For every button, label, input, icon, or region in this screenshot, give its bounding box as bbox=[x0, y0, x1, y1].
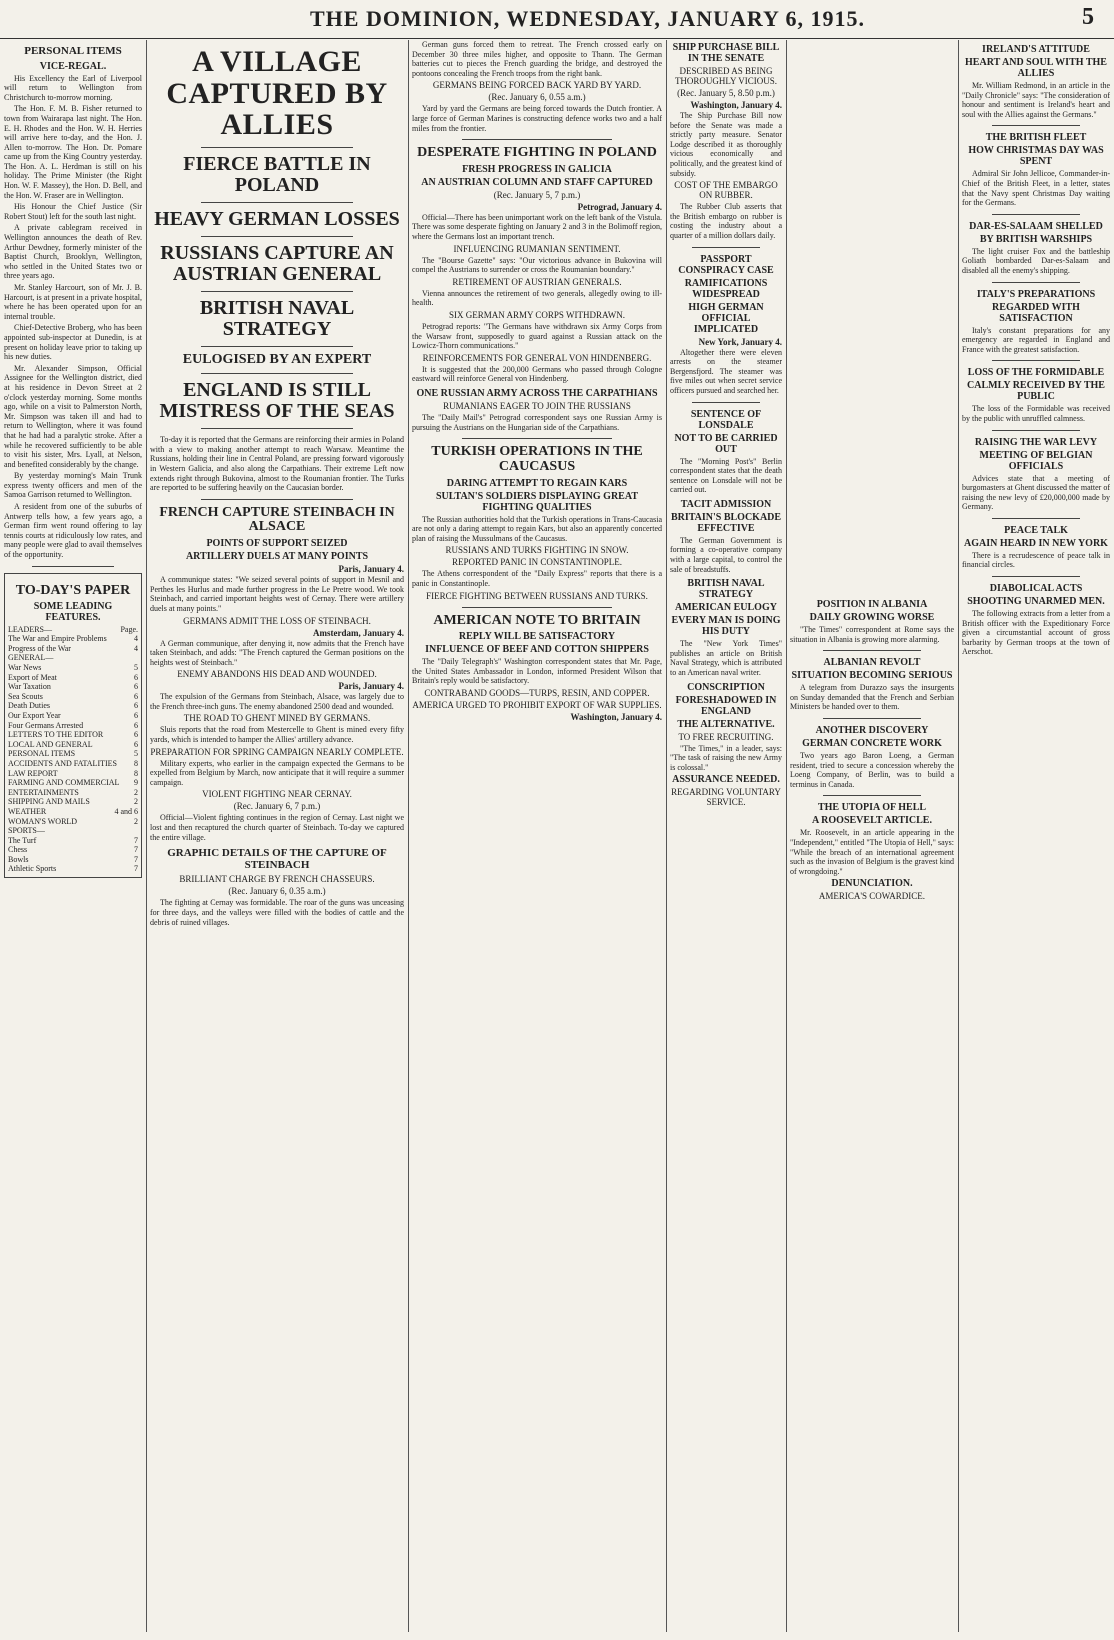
toc-row-page: 2 bbox=[134, 816, 138, 826]
toc-row-label: Our Export Year bbox=[8, 710, 61, 720]
article-paragraph: The fighting at Cernay was formidable. The roar of the guns was unceasing for three days, and the valleys were filled with the bodies of cattle and the debris of ruined villages. bbox=[150, 898, 404, 927]
subheadline: ARTILLERY DUELS AT MANY POINTS bbox=[185, 551, 369, 563]
headline: BRITISH NAVAL STRATEGY bbox=[199, 296, 355, 340]
divider bbox=[201, 291, 353, 292]
section-label: RUSSIANS AND TURKS FIGHTING IN SNOW. bbox=[445, 545, 629, 556]
toc-row-page: 7 bbox=[134, 845, 138, 855]
toc-row bbox=[8, 625, 138, 635]
section-label: REGARDING VOLUNTARY SERVICE. bbox=[671, 787, 781, 808]
toc-row-label: SPORTS— bbox=[8, 826, 45, 836]
toc-row-label: WEATHER bbox=[8, 806, 47, 816]
subheadline: DARING ATTEMPT TO REGAIN KARS bbox=[446, 477, 628, 489]
toc-row-label: Four Germans Arrested bbox=[8, 720, 84, 730]
article-paragraph: A German communique, after denying it, now admits that the French have taken Steinbach, and adds: "The French captured the German positions on the heights west of Steinbach." bbox=[150, 638, 404, 667]
toc-row-label: ACCIDENTS AND FATALITIES bbox=[8, 758, 117, 768]
dateline-place: New York, January 4. bbox=[698, 336, 782, 347]
article-paragraph: Mr. Roosevelt, in an article appearing in the "Independent," entitled "The Utopia of Hell," says: "While the breach of an international agreement such as the invasion of Belgium is the gravest kind of wrongdoing." bbox=[790, 828, 954, 876]
article-paragraph: The Rubber Club asserts that the British embargo on rubber is costing the industry about a quarter of a million dollars daily. bbox=[670, 202, 782, 240]
headline: TURKISH OPERATIONS IN THE CAUCASUS bbox=[431, 444, 643, 474]
headline: DAR-ES-SALAAM SHELLED bbox=[969, 220, 1103, 232]
headline: THE UTOPIA OF HELL bbox=[817, 802, 927, 814]
toc-row-label: War Taxation bbox=[8, 682, 51, 692]
dateline: (Rec. January 5, 7 p.m.) bbox=[493, 189, 581, 200]
headline: TACIT ADMISSION bbox=[680, 498, 772, 510]
headline: DIABOLICAL ACTS bbox=[989, 583, 1083, 595]
article-paragraph: A resident from one of the suburbs of Antwerp tells how, a few years ago, a German firm went round offering to lay tennis courts at ridiculously low rates, and many people were glad to avail themselves of the opportunity. bbox=[4, 502, 142, 560]
article-paragraph: Mr. Alexander Simpson, Official Assignee for the Wellington district, died at his residence in Devon Street at 2 o'clock yesterday morning. Some months ago, while on a visit to Palmerston North, Mr. Simpson was taken ill and had to return to Wellington, where it was found that he had had a paralytic stroke. After a while he recovered sufficiently to be able to visit his sister, Mrs. Lyall, at Nelson, and benefited considerably by the change. bbox=[4, 363, 142, 469]
subheadline: SULTAN'S SOLDIERS DISPLAYING GREAT FIGHTING QUALITIES bbox=[435, 490, 638, 513]
headline: ALBANIAN REVOLT bbox=[823, 657, 921, 669]
toc-row-label: ENTERTAINMENTS bbox=[8, 787, 79, 797]
toc-row-page: 7 bbox=[134, 854, 138, 864]
article-paragraph: It is suggested that the 200,000 Germans who passed through Cologne eastward will reinforce General von Hindenberg. bbox=[412, 364, 662, 384]
column-rule bbox=[666, 40, 667, 1632]
divider bbox=[823, 795, 921, 796]
article-paragraph: The "Daily Telegraph's" Washington correspondent states that Mr. Page, the United States Ambassador in London, informed President Wilson that Britain's reply would be satisfactory. bbox=[412, 657, 662, 686]
article-paragraph: The following extracts from a letter from a British officer with the Expeditionary Force given a circumstantial account of gross barbarity by German troops at the town of Aerschot. bbox=[962, 609, 1110, 657]
headline: SENTENCE OF LONSDALE bbox=[690, 408, 762, 431]
toc-row bbox=[8, 807, 138, 817]
column-empire-news bbox=[962, 40, 1110, 1632]
article-paragraph: Yard by yard the Germans are being forced towards the Dutch frontier. A large force of German Marines is constructing defence works two and a half miles from the frontier. bbox=[412, 104, 662, 133]
article-paragraph: "The Times" correspondent at Rome says the situation in Albania is growing more alarming. bbox=[790, 625, 954, 644]
article-paragraph: A private cablegram received in Wellington announces the death of Rev. Arthur Dewdney, formerly minister of the Baptist Church, Brooklyn, Wellington, who settled in the United States two or three years ago. bbox=[4, 223, 142, 281]
main-headline: A VILLAGE CAPTURED BY ALLIES bbox=[166, 45, 388, 141]
toc-row-label: Progress of the War bbox=[8, 643, 71, 653]
toc-row-page: 4 bbox=[134, 634, 138, 644]
article-paragraph: The "New York Times" publishes an article on British Naval Strategy, which is attributed to an American naval writer. bbox=[670, 639, 782, 678]
article-paragraph: German guns forced them to retreat. The French crossed early on December 30 three miles higher, and opposite to Thann. The German batteries cut to pieces the French guarding the bridge, and destroyed the pontoons concealing the French troops from the right bank. bbox=[412, 40, 662, 78]
toc-row-page: 5 bbox=[134, 749, 138, 759]
toc-row bbox=[8, 701, 138, 711]
headline: PASSPORT CONSPIRACY CASE bbox=[678, 253, 774, 276]
section-label: BRILLIANT CHARGE BY FRENCH CHASSEURS. bbox=[179, 874, 375, 885]
toc-row bbox=[8, 711, 138, 721]
headline: RAISING THE WAR LEVY bbox=[974, 436, 1098, 448]
article-paragraph: Official—Violent fighting continues in the region of Cernay. Last night we lost and then recaptured the church quarter of Steinbach. To-day we captured the entire village. bbox=[150, 813, 404, 842]
toc-row-page: 6 bbox=[134, 739, 138, 749]
headline: HEAVY GERMAN LOSSES bbox=[154, 207, 400, 230]
headline: IRELAND'S ATTITUDE bbox=[982, 44, 1090, 55]
section-label: GERMANS ADMIT THE LOSS OF STEINBACH. bbox=[183, 615, 371, 626]
headline: LOSS OF THE FORMIDABLE bbox=[967, 367, 1105, 379]
dateline: (Rec. January 5, 8.50 p.m.) bbox=[677, 88, 775, 98]
toc-row bbox=[8, 817, 138, 827]
toc-row bbox=[8, 730, 138, 740]
headline: GRAPHIC DETAILS OF THE CAPTURE OF STEINBACH bbox=[167, 847, 387, 871]
section-label: DENUNCIATION. bbox=[831, 878, 913, 890]
divider bbox=[992, 576, 1081, 577]
article-paragraph: His Excellency the Earl of Liverpool will return to Wellington from Christchurch to-morrow morning. bbox=[4, 73, 142, 102]
article-paragraph: Vienna announces the retirement of two generals, allegedly owing to ill-health. bbox=[412, 288, 662, 308]
article-paragraph: The "Daily Mail's" Petrograd correspondent says one Russian Army is pursuing the Austrians on the Hungarian side of the Carpathians. bbox=[412, 412, 662, 432]
article-paragraph: Mr. William Redmond, in an article in the "Daily Chronicle" says: "The consideration of honour and sentiment is Ireland's heart and soul with the Allies against the Germans." bbox=[962, 81, 1110, 119]
column-rule bbox=[408, 40, 409, 1632]
toc-title: TO-DAY'S PAPER bbox=[15, 582, 131, 598]
headline: FIERCE BATTLE IN POLAND bbox=[183, 152, 371, 196]
section-label: RETIREMENT OF AUSTRIAN GENERALS. bbox=[452, 276, 622, 287]
toc-row-label: Athletic Sports bbox=[8, 864, 57, 874]
article-paragraph: The Athens correspondent of the "Daily Express" reports that there is a panic in Constantinople. bbox=[412, 569, 662, 588]
divider bbox=[201, 373, 353, 374]
section-label: SIX GERMAN ARMY CORPS WITHDRAWN. bbox=[448, 310, 626, 320]
section-label: GERMANS BEING FORCED BACK YARD BY YARD. bbox=[432, 80, 642, 91]
column-rule bbox=[958, 40, 959, 1632]
headline: FRENCH CAPTURE STEINBACH IN ALSACE bbox=[159, 504, 395, 535]
toc-row bbox=[8, 692, 138, 702]
article-paragraph: Mr. Stanley Harcourt, son of Mr. J. B. Harcourt, is at present in a private hospital, where he has been operated upon for an internal trouble. bbox=[4, 283, 142, 321]
article-paragraph: Admiral Sir John Jellicoe, Commander-in-Chief of the British Fleet, in a letter, states that the Navy spent Christmas Day waiting for the Germans. bbox=[962, 169, 1110, 208]
toc-row-page: 2 bbox=[134, 797, 138, 807]
dateline-place: Paris, January 4. bbox=[338, 681, 404, 692]
toc-row-page: 6 bbox=[134, 720, 138, 730]
toc-row-page: 5 bbox=[134, 663, 138, 673]
divider bbox=[692, 402, 759, 403]
toc-row bbox=[8, 634, 138, 644]
section-label: ASSURANCE NEEDED. bbox=[672, 774, 780, 786]
article-paragraph: The loss of the Formidable was received by the public with unruffled calmness. bbox=[962, 404, 1110, 423]
toc-row-label: Chess bbox=[8, 845, 28, 855]
toc-row-label: FARMING AND COMMERCIAL bbox=[8, 778, 120, 788]
headline: AMERICAN NOTE TO BRITAIN bbox=[433, 612, 641, 628]
headline: THE BRITISH FLEET bbox=[985, 132, 1087, 144]
section-heading: PERSONAL ITEMS bbox=[24, 45, 122, 57]
section-label: COST OF THE EMBARGO ON RUBBER. bbox=[674, 180, 778, 201]
toc-row bbox=[8, 769, 138, 779]
section-label: VIOLENT FIGHTING NEAR CERNAY. bbox=[202, 789, 352, 800]
toc-row-label: Bowls bbox=[8, 854, 29, 864]
divider bbox=[823, 650, 921, 651]
toc-row-label: War News bbox=[8, 663, 42, 673]
divider bbox=[201, 147, 353, 148]
divider bbox=[32, 566, 115, 567]
subheadline: AGAIN HEARD IN NEW YORK bbox=[964, 537, 1108, 549]
dateline-place: Washington, January 4. bbox=[570, 711, 662, 722]
article-paragraph: "The Times," in a leader, says: "The task of raising the new Army is colossal." bbox=[670, 743, 782, 772]
toc-row bbox=[8, 721, 138, 731]
subheadline: INFLUENCE OF BEEF AND COTTON SHIPPERS bbox=[425, 644, 649, 656]
subheadline: MEETING OF BELGIAN OFFICIALS bbox=[979, 449, 1093, 472]
toc-row bbox=[8, 673, 138, 683]
article-paragraph: Two years ago Baron Loeng, a German resident, tried to secure a concession whereby the Loeng Company, of Berlin, was to build a terminus in Canada. bbox=[790, 750, 954, 789]
toc-row-label: SHIPPING AND MAILS bbox=[8, 797, 90, 807]
toc-row-label: LAW REPORT bbox=[8, 768, 58, 778]
divider bbox=[201, 428, 353, 429]
subheadline: DAILY GROWING WORSE bbox=[809, 612, 935, 623]
divider bbox=[462, 139, 612, 140]
headline: CONSCRIPTION bbox=[687, 681, 765, 693]
column-war-news-continued bbox=[412, 40, 662, 1632]
subheadline: REPLY WILL BE SATISFACTORY bbox=[458, 631, 616, 643]
article-paragraph: Sluis reports that the road from Mestercelle to Ghent is mined every fifty yards, which is intended to hamper the Allies' artillery advance. bbox=[150, 725, 404, 745]
dateline: (Rec. January 6, 0.55 a.m.) bbox=[488, 92, 586, 103]
toc-row bbox=[8, 845, 138, 855]
subheadline: RAMIFICATIONS WIDESPREAD bbox=[684, 277, 768, 300]
dateline-place: Petrograd, January 4. bbox=[577, 201, 662, 212]
toc-row-page: 4 and 6 bbox=[114, 806, 138, 816]
divider bbox=[201, 202, 353, 203]
section-label: AMERICA'S COWARDICE. bbox=[818, 891, 926, 902]
subheadline: HIGH GERMAN OFFICIAL IMPLICATED bbox=[688, 301, 764, 335]
article-paragraph: The "Bourse Gazette" says: "Our victorious advance in Bukovina will compel the Austrians to surrender or cross the Roumanian boundary." bbox=[412, 255, 662, 275]
toc-row-label: LOCAL AND GENERAL bbox=[8, 739, 93, 749]
article-paragraph: By yesterday morning's Main Trunk express twenty officers and men of the Samoa Garrison returned to Wellington. bbox=[4, 471, 142, 500]
subheadline: SITUATION BECOMING SERIOUS bbox=[791, 670, 953, 682]
headline: BRITISH NAVAL STRATEGY bbox=[687, 578, 765, 601]
headline: SHIP PURCHASE BILL IN THE SENATE bbox=[672, 42, 780, 64]
article-paragraph: His Honour the Chief Justice (Sir Robert Stout) left for the south last night. bbox=[4, 202, 142, 221]
divider bbox=[992, 518, 1081, 519]
toc-row bbox=[8, 855, 138, 865]
headline: POSITION IN ALBANIA bbox=[816, 599, 928, 610]
toc-row-page: Page. bbox=[120, 624, 138, 634]
subheadline: FORESHADOWED IN ENGLAND bbox=[675, 694, 777, 717]
column-rule bbox=[786, 40, 787, 1632]
toc-row-page: 7 bbox=[134, 864, 138, 874]
divider bbox=[823, 718, 921, 719]
toc-row-label: WOMAN'S WORLD bbox=[8, 816, 78, 826]
toc-row bbox=[8, 653, 138, 663]
article-paragraph: A communique states: "We seized several points of support in Mesnil and Perthes les Hurlus and made further progress in the Le Pretre wood. We took Steinbach, and carried important heights west of Cernay. There were artillery duels at many points." bbox=[150, 575, 404, 613]
divider bbox=[992, 125, 1081, 126]
article-paragraph: The Ship Purchase Bill now before the Senate was made a strictly party measure. Senator Lodge described it as thoroughly vicious economically and politically, and the greatest kind of subsidy. bbox=[670, 111, 782, 178]
toc-row-page: 6 bbox=[134, 691, 138, 701]
section-label: REPORTED PANIC IN CONSTANTINOPLE. bbox=[452, 557, 622, 568]
toc-list bbox=[8, 625, 138, 874]
headline: ITALY'S PREPARATIONS bbox=[976, 288, 1096, 300]
article-paragraph: The "Morning Post's" Berlin correspondent states that the death sentence on Lonsdale will not be carried out. bbox=[670, 456, 782, 495]
subheadline: NOT TO BE CARRIED OUT bbox=[674, 432, 778, 455]
subheadline: AMERICAN EULOGY bbox=[675, 602, 777, 614]
toc-row-label: PERSONAL ITEMS bbox=[8, 749, 76, 759]
article-paragraph: There is a recrudescence of peace talk in financial circles. bbox=[962, 550, 1110, 570]
toc-row bbox=[8, 788, 138, 798]
toc-row-page: 2 bbox=[134, 787, 138, 797]
masthead-title: THE DOMINION, WEDNESDAY, JANUARY 6, 1915. bbox=[310, 6, 866, 31]
article-paragraph: Petrograd reports: "The Germans have withdrawn six Army Corps from the Warsaw front, supposedly to guard against a Russian attack on the Lowicz-Thorn communications." bbox=[412, 322, 662, 351]
toc-row bbox=[8, 682, 138, 692]
subheadline: CALMLY RECEIVED BY THE PUBLIC bbox=[967, 380, 1105, 403]
divider bbox=[201, 499, 353, 500]
column-personal-items bbox=[4, 40, 142, 1632]
section-label: DESCRIBED AS BEING THOROUGHLY VICIOUS. bbox=[674, 66, 778, 86]
subheadline: POINTS OF SUPPORT SEIZED bbox=[206, 538, 348, 550]
subheadline: EVERY MAN IS DOING HIS DUTY bbox=[671, 615, 781, 638]
section-label: INFLUENCING RUMANIAN SENTIMENT. bbox=[453, 243, 621, 254]
toc-row-label: Sea Scouts bbox=[8, 691, 43, 701]
toc-row-page: 8 bbox=[134, 768, 138, 778]
divider bbox=[692, 247, 759, 248]
subheadline: BRITAIN'S BLOCKADE EFFECTIVE bbox=[670, 511, 782, 534]
headline: ONE RUSSIAN ARMY ACROSS THE CARPATHIANS bbox=[416, 387, 658, 399]
article-paragraph: Advices state that a meeting of burgomasters at Ghent discussed the matter of raising the new levy of £20,000,000 made by Germany. bbox=[962, 473, 1110, 512]
divider bbox=[992, 360, 1081, 361]
section-label: THE ALTERNATIVE. bbox=[677, 718, 775, 730]
section-label: TO FREE RECRUITING. bbox=[678, 731, 774, 742]
divider bbox=[201, 236, 353, 237]
article-paragraph: Chief-Detective Broberg, who has been appointed sub-inspector at Dunedin, is at present on holiday leave prior to taking up his new duties. bbox=[4, 323, 142, 362]
section-label: AMERICA URGED TO PROHIBIT EXPORT OF WAR SUPPLIES. bbox=[412, 699, 662, 710]
todays-paper-box bbox=[4, 573, 142, 878]
toc-row bbox=[8, 836, 138, 846]
section-label: REINFORCEMENTS FOR GENERAL VON HINDENBERG. bbox=[422, 352, 652, 363]
subheadline: FRESH PROGRESS IN GALICIA bbox=[462, 163, 612, 175]
toc-row-page: 9 bbox=[134, 778, 138, 788]
toc-row bbox=[8, 740, 138, 750]
subheadline: HOW CHRISTMAS DAY WAS SPENT bbox=[968, 145, 1104, 168]
section-label: ENEMY ABANDONS HIS DEAD AND WOUNDED. bbox=[177, 669, 377, 680]
headline: PEACE TALK bbox=[1004, 524, 1068, 536]
toc-row-page: 7 bbox=[134, 835, 138, 845]
toc-row-label: The Turf bbox=[8, 835, 37, 845]
article-paragraph: Official—There has been unimportant work on the left bank of the Vistula. There was some desperate fighting on January 2 and 3 in the Bolimoff region, where the Germans lost an important trench. bbox=[412, 212, 662, 242]
column-american-news bbox=[670, 40, 782, 1632]
toc-row-page: 6 bbox=[134, 672, 138, 682]
divider bbox=[992, 214, 1081, 215]
toc-row-page: 6 bbox=[134, 730, 138, 740]
column-albania bbox=[790, 40, 954, 1632]
toc-row bbox=[8, 864, 138, 874]
dateline-place: Paris, January 4. bbox=[338, 564, 404, 575]
toc-row-label: Export of Meat bbox=[8, 672, 57, 682]
headline: EULOGISED BY AN EXPERT bbox=[182, 351, 372, 367]
toc-row-page: 4 bbox=[134, 643, 138, 653]
dateline: (Rec. January 6, 0.35 a.m.) bbox=[228, 886, 326, 897]
toc-row bbox=[8, 644, 138, 654]
toc-row-page: 8 bbox=[134, 758, 138, 768]
toc-row bbox=[8, 797, 138, 807]
subheadline: SHOOTING UNARMED MEN. bbox=[967, 596, 1105, 608]
article-paragraph: Italy's constant preparations for any emergency are regarded in England and France with the greatest satisfaction. bbox=[962, 325, 1110, 354]
divider bbox=[462, 438, 612, 439]
article-paragraph: Altogether there were eleven arrests on the steamer Bergensfjord. The steamer was five miles out when secret service officers pursued and searched her. bbox=[670, 347, 782, 395]
page-number: 5 bbox=[1082, 4, 1094, 30]
headline: RUSSIANS CAPTURE AN AUSTRIAN GENERAL bbox=[160, 241, 394, 285]
section-label: RUMANIANS EAGER TO JOIN THE RUSSIANS bbox=[443, 400, 631, 411]
divider bbox=[201, 346, 353, 347]
dateline: (Rec. January 6, 7 p.m.) bbox=[233, 801, 321, 812]
section-label: THE ROAD TO GHENT MINED BY GERMANS. bbox=[183, 713, 371, 724]
toc-row-label: The War and Empire Problems bbox=[8, 634, 107, 644]
column-rule bbox=[146, 40, 147, 1632]
subheadline: REGARDED WITH SATISFACTION bbox=[992, 301, 1080, 324]
headline: DESPERATE FIGHTING IN POLAND bbox=[417, 145, 657, 161]
article-paragraph: The German Government is forming a co-operative company with a large capital, to control the sale of breadstuffs. bbox=[670, 535, 782, 574]
toc-row bbox=[8, 663, 138, 673]
toc-row bbox=[8, 759, 138, 769]
headline: ANOTHER DISCOVERY bbox=[815, 724, 929, 736]
section-label: CONTRABAND GOODS—TURPS, RESIN, AND COPPER. bbox=[424, 687, 650, 698]
dateline-place: Washington, January 4. bbox=[690, 100, 782, 110]
article-paragraph: Military experts, who earlier in the campaign expected the Germans to be expelled from Belgium by March, now anticipate that it will require a summer campaign. bbox=[150, 758, 404, 787]
subheadline: GERMAN CONCRETE WORK bbox=[802, 737, 942, 749]
dateline-place: Amsterdam, January 4. bbox=[313, 627, 404, 638]
article-paragraph: The light cruiser Fox and the battleship Goliath bombarded Dar-es-Salaam and disabled all the enemy's shipping. bbox=[962, 246, 1110, 275]
article-paragraph: The expulsion of the Germans from Steinbach, Alsace, was largely due to the French three-inch guns. The enemy abandoned 2500 dead and wounded. bbox=[150, 692, 404, 711]
lead-paragraph: To-day it is reported that the Germans are reinforcing their armies in Poland with a view to making another attempt to reach Warsaw. Meantime the Russians, holding their line in Central Poland, are pressing forward vigorously in Western Galicia, and also along the Carpathians. Their extreme Left now extends right through Bukovina, almost to the Roumanian frontier. The Turks are reported to be suffering heavily on the Caucasian border. bbox=[150, 435, 404, 493]
subheadline: BY BRITISH WARSHIPS bbox=[979, 233, 1093, 245]
toc-row bbox=[8, 778, 138, 788]
subheadline: AN AUSTRIAN COLUMN AND STAFF CAPTURED bbox=[421, 176, 653, 188]
divider bbox=[992, 282, 1081, 283]
masthead bbox=[0, 0, 1114, 39]
toc-row-page: 6 bbox=[134, 701, 138, 711]
divider bbox=[992, 430, 1081, 431]
toc-row-label: LETTERS TO THE EDITOR bbox=[8, 730, 104, 740]
article-paragraph: A telegram from Durazzo says the insurgents on Sunday demanded that the French and Serbian Ministers be handed over to them. bbox=[790, 683, 954, 712]
section-label: PREPARATION FOR SPRING CAMPAIGN NEARLY COMPLETE. bbox=[150, 746, 404, 757]
column-war-news-main bbox=[150, 40, 404, 1632]
headline: ENGLAND IS STILL MISTRESS OF THE SEAS bbox=[159, 379, 395, 423]
toc-row bbox=[8, 749, 138, 759]
toc-row-page: 6 bbox=[134, 710, 138, 720]
toc-row-label: GENERAL— bbox=[8, 653, 54, 663]
divider bbox=[462, 607, 612, 608]
toc-row-page: 6 bbox=[134, 682, 138, 692]
subheadline: HEART AND SOUL WITH THE ALLIES bbox=[965, 57, 1107, 79]
article-paragraph: The Russian authorities hold that the Turkish operations in Trans-Caucasia are not only a daring attempt to regain Kars, but also an apparently concerted plan of raising the Mussulmans of the Caucasus. bbox=[412, 514, 662, 543]
toc-subtitle: SOME LEADING FEATURES. bbox=[33, 600, 113, 623]
article-paragraph: The Hon. F. M. B. Fisher returned to town from Wairarapa last night. The Hon. E. H. Rhodes and the Hon. W. H. Herries will arrive here to-day, and the Hon. J. Allen to-morrow. The Hon. Dr. Pomare came up from the King Country yesterday. The Hon. A. L. Herdman is still on his holiday. The Prime Minister (the Right Hon. W. F. Massey), the Hon. D. Bell, and the Hon. W. Fraser are in Wellington. bbox=[4, 104, 142, 200]
toc-row-label: Death Duties bbox=[8, 701, 50, 711]
column-spacer bbox=[790, 40, 954, 595]
subheadline: A ROOSEVELT ARTICLE. bbox=[812, 815, 932, 827]
section-subheading: VICE-REGAL. bbox=[39, 60, 107, 72]
section-label: FIERCE FIGHTING BETWEEN RUSSIANS AND TURKS. bbox=[426, 590, 648, 601]
toc-row bbox=[8, 826, 138, 836]
toc-row-label: LEADERS— bbox=[8, 624, 52, 634]
